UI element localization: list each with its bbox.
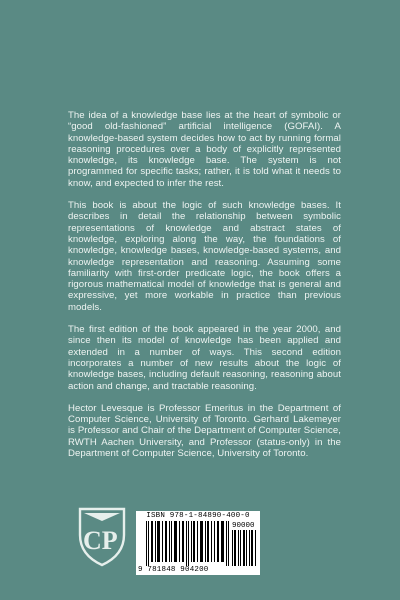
barcode-addon-bars xyxy=(232,530,258,566)
barcode-ean-digits: 9 781848 904200 xyxy=(138,566,209,574)
logo-letters: CP xyxy=(83,526,118,555)
blurb-paragraph-1: The idea of a knowledge base lies at the heart of symbolic or “good old-fashioned” artificial intelligence (GOFAI). A knowledge-based system decides how to act by running formal reasoning procedures over a body of explicitly represented knowledge, its knowledge base. The system is not programmed for specific tasks; rather, it is told what it needs to know, and expected to infer the rest. xyxy=(68,110,341,189)
blurb-paragraph-3: The first edition of the book appeared in the year 2000, and since then its model of knowledge has been applied and extended in a number of ways. This second edition incorporates a number of new results about the logic of knowledge bases, including default reasoning, reasoning about action and change, and tractable reasoning. xyxy=(68,324,341,392)
blurb-paragraph-4-author-bio: Hector Levesque is Professor Emeritus in the Department of Computer Science, University of Toronto. Gerhard Lakemeyer is Professor and Chair of the Department of Computer Science, RWTH Aachen University, and Professor (status-only) in the Department of Computer Science, University of Toronto. xyxy=(68,402,341,460)
barcode-main-bars xyxy=(144,521,230,566)
isbn-barcode xyxy=(136,511,260,575)
publisher-logo-icon xyxy=(76,505,128,567)
isbn-label: ISBN 978-1-84890-400-0 xyxy=(146,512,250,520)
back-cover-blurb xyxy=(68,110,341,470)
blurb-paragraph-2: This book is about the logic of such knowledge bases. It describes in detail the relationship between symbolic representations of knowledge and abstract states of knowledge, exploring along the way, the foundations of knowledge, knowledge bases, knowledge-based systems, and knowledge representation and reasoning. Assuming some familiarity with first-order predicate logic, the book offers a rigorous mathematical model of knowledge that is general and expressive, yet more workable in practice than previous models. xyxy=(68,200,341,313)
barcode-addon-digits: 90000 xyxy=(232,522,255,530)
